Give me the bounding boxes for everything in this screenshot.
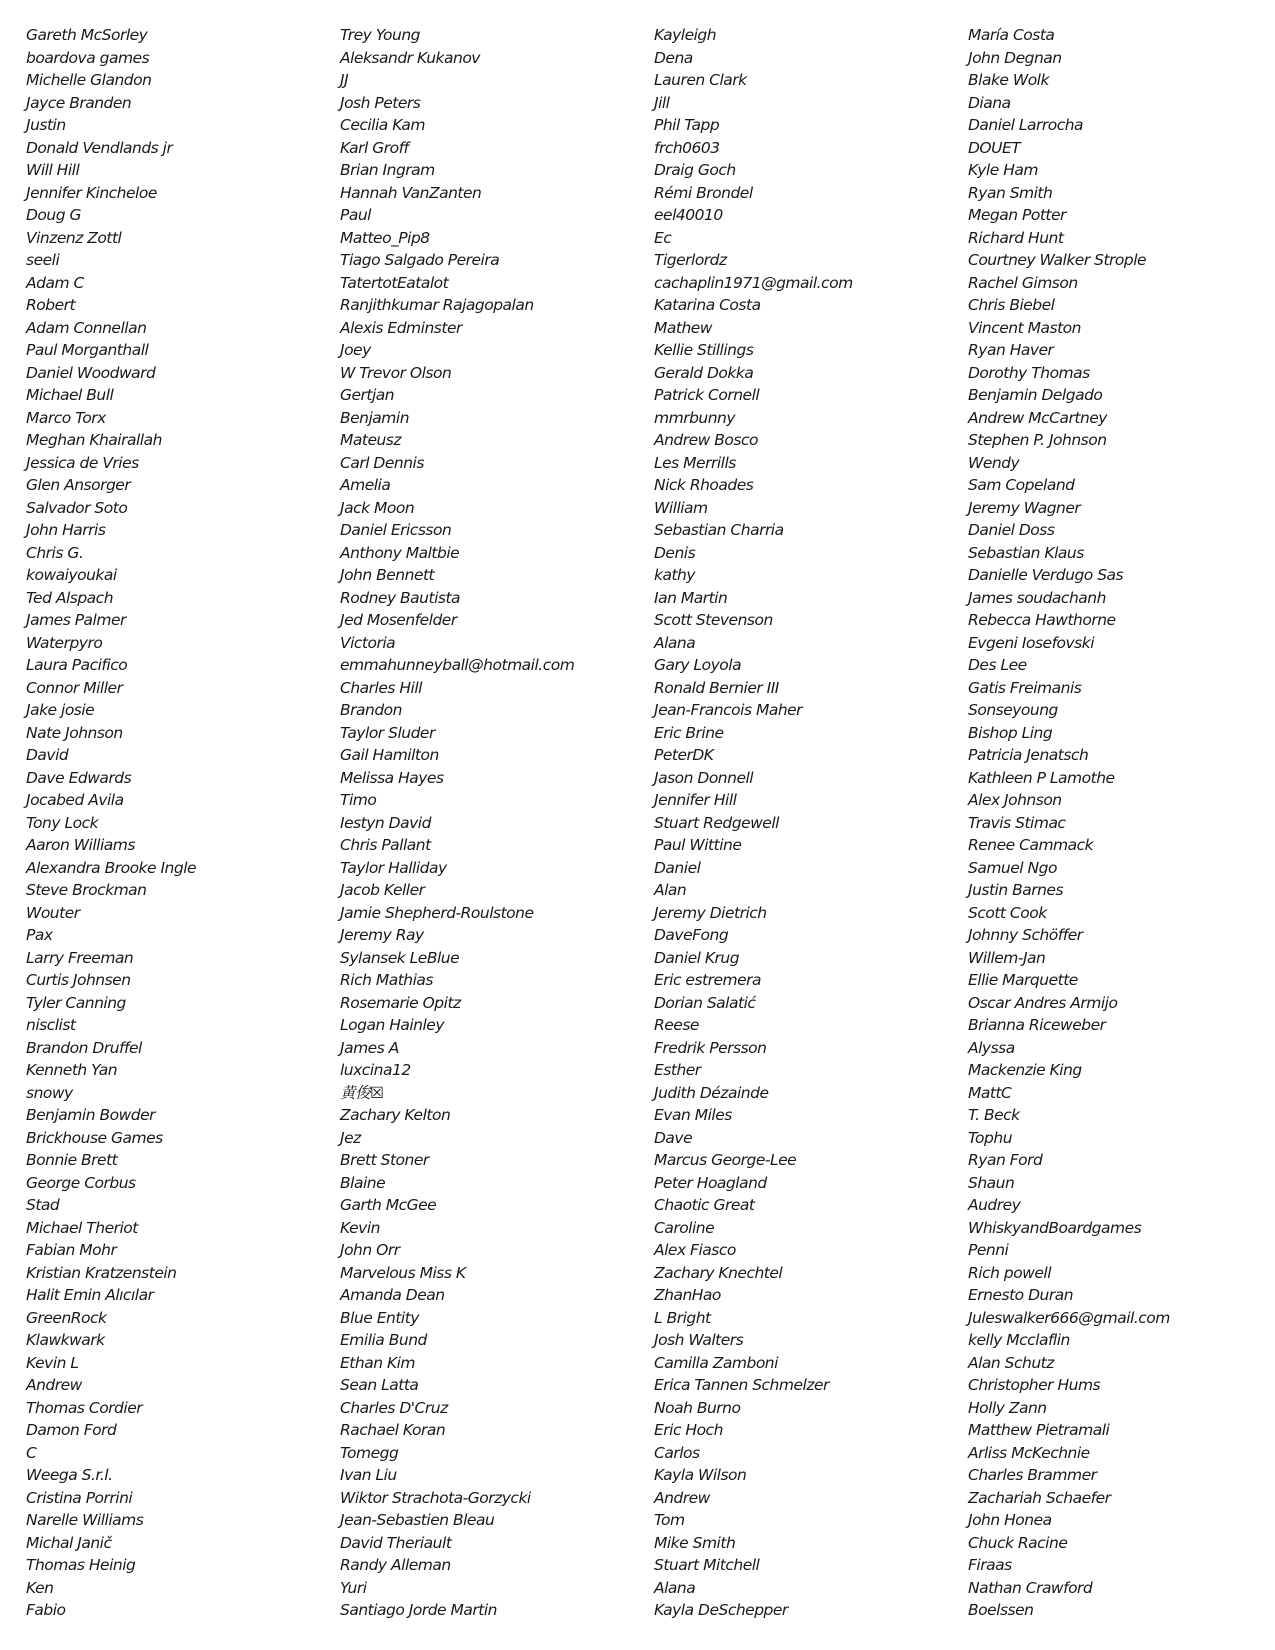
backer-name: Eric Brine [654, 723, 724, 742]
backer-name: Timo [340, 791, 377, 809]
backer-name: Aaron Williams [26, 836, 135, 854]
backer-name: Yuri [340, 1578, 367, 1597]
backer-name: Sebastian Klaus [968, 543, 1084, 562]
backer-name: Jennifer Hill [654, 791, 737, 809]
backer-name: Rebecca Hawthorne [968, 611, 1116, 629]
backer-name: Alan [654, 881, 687, 899]
backer-name: Stuart Redgewell [654, 813, 779, 832]
backer-name: Zachary Kelton [340, 1106, 451, 1124]
backer-name: Firaas [968, 1556, 1012, 1574]
backer-name: eel40010 [654, 206, 723, 224]
backer-name: Andrew [654, 1488, 710, 1507]
backer-name: Rich Mathias [340, 971, 434, 989]
backer-name: Glen Ansorger [26, 476, 131, 494]
backer-name: MattC [968, 1083, 1012, 1102]
backer-name: Alexis Edminster [340, 318, 462, 337]
backer-name: Willem-Jan [968, 948, 1046, 967]
backer-name: Tigerlordz [654, 251, 727, 269]
backer-name: Stephen P. Johnson [968, 431, 1107, 449]
backer-name: Kayla Wilson [654, 1466, 747, 1484]
backer-name: Ryan Smith [968, 183, 1053, 202]
backer-name: Gatis Freimanis [968, 678, 1082, 697]
backer-name: Garth McGee [340, 1196, 437, 1214]
backer-name: Melissa Hayes [340, 768, 444, 787]
backer-name: Jamie Shepherd-Roulstone [340, 903, 534, 922]
backer-name: William [654, 498, 708, 517]
backer-name: Santiago Jorde Martin [340, 1601, 497, 1619]
backer-name: Jack Moon [340, 498, 415, 517]
backer-name: Weega S.r.l. [26, 1466, 113, 1484]
backer-name: Scott Cook [968, 903, 1047, 922]
backer-name: Ryan Ford [968, 1151, 1043, 1169]
backer-name: 黄俊☒ [340, 1083, 384, 1102]
backer-name: Johnny Schöffer [968, 926, 1083, 944]
backer-name: Ted Alspach [26, 588, 114, 607]
backer-name: Kathleen P Lamothe [968, 768, 1115, 787]
backer-name: Dave Edwards [26, 768, 132, 787]
backer-name: Taylor Halliday [340, 858, 447, 877]
backer-name: Katarina Costa [654, 296, 761, 314]
backer-name: Kenneth Yan [26, 1061, 118, 1079]
backer-name: Jake josie [26, 701, 95, 719]
backer-name: Salvador Soto [26, 498, 128, 517]
backer-name: kathy [654, 566, 696, 584]
backer-name: María Costa [968, 26, 1055, 44]
backer-name: cachaplin1971@gmail.com [654, 273, 853, 292]
backer-name: Charles Hill [340, 678, 422, 697]
backer-name: L Bright [654, 1308, 711, 1327]
backer-name: Ivan Liu [340, 1466, 397, 1484]
backer-name: Arliss McKechnie [968, 1443, 1090, 1462]
backer-name: Randy Alleman [340, 1556, 451, 1574]
backer-name: Mateusz [340, 431, 402, 449]
backer-name: Jayce Branden [26, 93, 132, 112]
backer-name: Caroline [654, 1218, 715, 1237]
backer-name: Penni [968, 1241, 1009, 1259]
backer-name: Daniel Larrocha [968, 116, 1084, 134]
backer-name: Peter Hoagland [654, 1173, 767, 1192]
backer-name: Rachel Gimson [968, 273, 1078, 292]
backer-name: Wendy [968, 453, 1020, 472]
backer-name: Evgeni Iosefovski [968, 633, 1095, 652]
backer-name: Christopher Hums [968, 1376, 1101, 1394]
backer-name: Ian Martin [654, 588, 728, 607]
backer-name: DaveFong [654, 926, 729, 944]
backer-name: Tony Lock [26, 813, 99, 832]
backer-name: WhiskyandBoardgames [968, 1218, 1142, 1237]
backer-name: Rémi Brondel [654, 183, 753, 202]
backer-name: Michal Janič [26, 1533, 112, 1552]
backer-name: Tomegg [340, 1443, 399, 1462]
backer-name: Thomas Cordier [26, 1398, 143, 1417]
backer-name: Ken [26, 1578, 54, 1597]
backer-name: Rodney Bautista [340, 588, 461, 607]
backer-name: DOUET [968, 138, 1021, 157]
backer-name: Nathan Crawford [968, 1578, 1093, 1597]
backer-name: Fabian Mohr [26, 1241, 117, 1259]
backer-name: John Orr [340, 1241, 400, 1259]
backer-name: Logan Hainley [340, 1016, 445, 1034]
backer-name: Jeremy Wagner [968, 498, 1081, 517]
backer-name: Gareth McSorley [26, 26, 148, 44]
names-column-1 [26, 24, 326, 1622]
backer-name: Cristina Porrini [26, 1488, 133, 1507]
backer-name: Evan Miles [654, 1106, 732, 1124]
backer-name: Will Hill [26, 161, 80, 179]
backer-name: Ryan Haver [968, 341, 1054, 359]
backer-name: Gerald Dokka [654, 363, 754, 382]
backer-name: Pax [26, 926, 53, 944]
backer-name: Charles D'Cruz [340, 1398, 448, 1417]
backer-name: John Honea [968, 1511, 1052, 1529]
backer-name: Connor Miller [26, 678, 123, 697]
backer-name: Kevin L [26, 1353, 79, 1372]
backer-name: Alana [654, 633, 696, 652]
backer-name: kowaiyoukai [26, 566, 117, 584]
backer-name: Donald Vendlands jr [26, 138, 173, 157]
backer-name: Larry Freeman [26, 948, 134, 967]
backer-name: Les Merrills [654, 453, 736, 472]
backer-name: Benjamin Bowder [26, 1106, 155, 1124]
backer-name: Andrew Bosco [654, 431, 758, 449]
backer-name: George Corbus [26, 1173, 136, 1192]
backer-name: Joey [340, 341, 371, 359]
backer-name: Josh Walters [654, 1331, 744, 1349]
backer-name: Bishop Ling [968, 723, 1053, 742]
backer-name: Alana [654, 1578, 696, 1597]
backer-name: Ranjithkumar Rajagopalan [340, 296, 534, 314]
backer-name: Rosemarie Opitz [340, 993, 461, 1012]
backer-name: John Degnan [968, 48, 1062, 67]
backer-name: Meghan Khairallah [26, 431, 162, 449]
backer-name: Sam Copeland [968, 476, 1075, 494]
backer-name: Jessica de Vries [26, 453, 139, 472]
backer-name: Jocabed Avila [26, 791, 124, 809]
backer-name: Daniel Krug [654, 948, 740, 967]
backer-name: Justin Barnes [968, 881, 1064, 899]
backer-name: Kayleigh [654, 26, 717, 44]
backer-name: Nate Johnson [26, 723, 123, 742]
backer-name: Kellie Stillings [654, 341, 754, 359]
backer-name: Mathew [654, 318, 712, 337]
backer-name: Holly Zann [968, 1398, 1047, 1417]
backer-name: Erica Tannen Schmelzer [654, 1376, 829, 1394]
backer-name: Benjamin Delgado [968, 386, 1103, 404]
backer-name: Ernesto Duran [968, 1286, 1074, 1304]
backer-name: Patricia Jenatsch [968, 746, 1089, 764]
backer-name: Anthony Maltbie [340, 543, 460, 562]
backer-name: Jed Mosenfelder [340, 611, 457, 629]
backer-name: Juleswalker666@gmail.com [968, 1308, 1170, 1327]
backer-name: Jean-Francois Maher [654, 701, 803, 719]
backer-name: Alex Johnson [968, 791, 1062, 809]
backer-name: Aleksandr Kukanov [340, 48, 480, 67]
backer-name: Karl Groff [340, 138, 409, 157]
backer-name: Gail Hamilton [340, 746, 439, 764]
backer-name: Doug G [26, 206, 82, 224]
backer-name: Carlos [654, 1443, 700, 1462]
backer-name: PeterDK [654, 746, 714, 764]
backer-name: Sonseyoung [968, 701, 1058, 719]
backer-name: T. Beck [968, 1106, 1020, 1124]
backer-name: Esther [654, 1061, 701, 1079]
backer-name: Patrick Cornell [654, 386, 760, 404]
backer-name: Mike Smith [654, 1533, 736, 1552]
backer-name: Tiago Salgado Pereira [340, 251, 500, 269]
backer-name: Brianna Riceweber [968, 1016, 1106, 1034]
backer-name: nisclist [26, 1016, 76, 1034]
backer-name: Vincent Maston [968, 318, 1081, 337]
backer-name: Tophu [968, 1128, 1013, 1147]
backer-name: Gary Loyola [654, 656, 742, 674]
backer-name: Renee Cammack [968, 836, 1094, 854]
backer-name: Fredrik Persson [654, 1038, 767, 1057]
backer-name: Tyler Canning [26, 993, 126, 1012]
backer-name: Marco Torx [26, 408, 106, 427]
backer-name: Courtney Walker Strople [968, 251, 1147, 269]
backer-name: Daniel Doss [968, 521, 1055, 539]
backer-name: Alex Fiasco [654, 1241, 736, 1259]
backer-name: Stuart Mitchell [654, 1556, 760, 1574]
backer-name: Andrew McCartney [968, 408, 1107, 427]
backer-name: Andrew [26, 1376, 82, 1394]
backer-name: Matthew Pietramali [968, 1421, 1110, 1439]
backer-name: Kristian Kratzenstein [26, 1263, 177, 1282]
backer-name: Jeremy Ray [340, 926, 424, 944]
backer-name: Rachael Koran [340, 1421, 446, 1439]
backer-name: Fabio [26, 1601, 66, 1619]
backer-name: Wouter [26, 903, 80, 922]
backer-name: Dena [654, 48, 693, 67]
backer-name: Chaotic Great [654, 1196, 755, 1214]
backer-name: Shaun [968, 1173, 1015, 1192]
backer-name: Oscar Andres Armijo [968, 993, 1118, 1012]
backer-name: David [26, 746, 69, 764]
backer-name: Carl Dennis [340, 453, 424, 472]
backer-name: C [26, 1443, 37, 1462]
backer-name: Samuel Ngo [968, 858, 1057, 877]
backer-name: Ethan Kim [340, 1353, 416, 1372]
backer-name: Jeremy Dietrich [654, 903, 767, 922]
backer-name: Trey Young [340, 26, 421, 44]
backer-name: Brandon [340, 701, 402, 719]
backer-name: Blaine [340, 1173, 386, 1192]
backer-name: Adam C [26, 273, 84, 292]
backer-name: luxcina12 [340, 1061, 411, 1079]
backer-name: frch0603 [654, 138, 720, 157]
backer-name: JJ [340, 71, 349, 89]
backer-name: Marcus George-Lee [654, 1151, 797, 1169]
backer-name: Sylansek LeBlue [340, 948, 460, 967]
backer-name: Paul [340, 206, 371, 224]
backer-name: Kevin [340, 1218, 380, 1237]
backer-name: Phil Tapp [654, 116, 720, 134]
backer-name: Chris G. [26, 543, 84, 562]
backer-name: Charles Brammer [968, 1466, 1097, 1484]
backer-name: Paul Morganthall [26, 341, 149, 359]
backer-name: Marvelous Miss K [340, 1263, 466, 1282]
backer-name: Travis Stimac [968, 813, 1066, 832]
backer-name: Denis [654, 543, 696, 562]
backer-name: Brian Ingram [340, 161, 435, 179]
backer-name: Hannah VanZanten [340, 183, 482, 202]
backer-name: Robert [26, 296, 76, 314]
backer-name: Dave [654, 1128, 693, 1147]
backer-name: Justin [26, 116, 66, 134]
backer-name: Jennifer Kincheloe [26, 183, 157, 202]
backer-name: TatertotEatalot [340, 273, 449, 292]
backer-name: Kayla DeSchepper [654, 1601, 788, 1619]
backer-name: Mackenzie King [968, 1061, 1082, 1079]
backer-name: Jez [340, 1128, 361, 1147]
backer-name: Thomas Heinig [26, 1556, 136, 1574]
backer-name: Judith Dézainde [654, 1083, 769, 1102]
backer-name: Matteo_Pip8 [340, 228, 430, 247]
names-column-3 [654, 24, 954, 1622]
backer-name: James Palmer [26, 611, 126, 629]
backer-name: Dorian Salatić [654, 993, 756, 1012]
backer-name: Nick Rhoades [654, 476, 754, 494]
backer-name: Eric Hoch [654, 1421, 723, 1439]
names-column-2 [340, 24, 640, 1622]
backer-name: Jean-Sebastien Bleau [340, 1511, 495, 1529]
backer-name: Halit Emin Alıcılar [26, 1286, 154, 1304]
backer-name: Sebastian Charria [654, 521, 784, 539]
backer-name: Daniel Woodward [26, 363, 156, 382]
backer-name: W Trevor Olson [340, 363, 452, 382]
backer-name: Iestyn David [340, 813, 431, 832]
backer-name: Reese [654, 1016, 699, 1034]
backer-name: Dorothy Thomas [968, 363, 1090, 382]
backer-name: Jill [654, 93, 670, 112]
backer-name: Camilla Zamboni [654, 1353, 778, 1372]
backer-name: Kyle Ham [968, 161, 1038, 179]
backer-name: Brett Stoner [340, 1151, 429, 1169]
backer-name: Jacob Keller [340, 881, 425, 899]
backer-name: Jason Donnell [654, 768, 754, 787]
backer-name: Blue Entity [340, 1308, 419, 1327]
backer-name: Lauren Clark [654, 71, 747, 89]
backer-name: GreenRock [26, 1308, 107, 1327]
backer-name: Cecilia Kam [340, 116, 425, 134]
backer-name: John Harris [26, 521, 106, 539]
backer-name: emmahunneyball@hotmail.com [340, 656, 575, 674]
names-column-4 [968, 24, 1268, 1622]
backer-name: snowy [26, 1083, 73, 1102]
backer-name: Damon Ford [26, 1421, 117, 1439]
backer-name: Amanda Dean [340, 1286, 445, 1304]
backer-name: Curtis Johnsen [26, 971, 131, 989]
backer-name: Boelssen [968, 1601, 1034, 1619]
backer-name: Michelle Glandon [26, 71, 152, 89]
backer-name: Chris Biebel [968, 296, 1055, 314]
backer-name: mmrbunny [654, 408, 736, 427]
backer-name: Vinzenz Zottl [26, 228, 122, 247]
backer-name: Zachary Knechtel [654, 1263, 783, 1282]
backer-name: Ec [654, 228, 672, 247]
backer-name: ZhanHao [654, 1286, 721, 1304]
backer-name: James A [340, 1038, 399, 1057]
backer-name: seeli [26, 251, 60, 269]
backer-name: Danielle Verdugo Sas [968, 566, 1124, 584]
backer-name: Brickhouse Games [26, 1128, 163, 1147]
backer-name: Josh Peters [340, 93, 421, 112]
backer-name: James soudachanh [968, 588, 1106, 607]
backer-name: Adam Connellan [26, 318, 147, 337]
backer-name: Amelia [340, 476, 391, 494]
backer-name: Eric estremera [654, 971, 762, 989]
backer-name: Audrey [968, 1196, 1021, 1214]
backer-name: Zachariah Schaefer [968, 1488, 1111, 1507]
backer-name: Narelle Williams [26, 1511, 144, 1529]
backer-name: Brandon Druffel [26, 1038, 142, 1057]
backer-name: Wiktor Strachota-Gorzycki [340, 1488, 531, 1507]
backer-name: Alan Schutz [968, 1353, 1054, 1372]
backer-name: Daniel [654, 858, 701, 877]
backer-name: Michael Theriot [26, 1218, 138, 1237]
backer-name: Bonnie Brett [26, 1151, 118, 1169]
backer-name: Paul Wittine [654, 836, 742, 854]
backer-name: Ronald Bernier III [654, 678, 779, 697]
backer-name: Daniel Ericsson [340, 521, 452, 539]
backer-name: Draig Goch [654, 161, 736, 179]
backer-name: Megan Potter [968, 206, 1066, 224]
backer-name: Noah Burno [654, 1398, 741, 1417]
backer-name: Chris Pallant [340, 836, 431, 854]
backer-name: Stad [26, 1196, 60, 1214]
backer-name: Emilia Bund [340, 1331, 427, 1349]
backer-name: John Bennett [340, 566, 435, 584]
backer-name: Alexandra Brooke Ingle [26, 858, 197, 877]
backer-name: Chuck Racine [968, 1533, 1068, 1552]
backer-name: Diana [968, 93, 1011, 112]
backer-name: Rich powell [968, 1263, 1051, 1282]
backer-name: Gertjan [340, 386, 395, 404]
backer-name: Richard Hunt [968, 228, 1064, 247]
backer-name: Victoria [340, 633, 396, 652]
backer-name: Taylor Sluder [340, 723, 435, 742]
backer-name: Blake Wolk [968, 71, 1049, 89]
backer-name: Klawkwark [26, 1331, 105, 1349]
backer-name: Ellie Marquette [968, 971, 1078, 989]
backer-name: boardova games [26, 48, 150, 67]
backer-name: Laura Pacifico [26, 656, 128, 674]
backer-name: Michael Bull [26, 386, 114, 404]
backer-name: Sean Latta [340, 1376, 419, 1394]
backer-name: David Theriault [340, 1533, 452, 1552]
backer-name: Waterpyro [26, 633, 103, 652]
backer-name: Scott Stevenson [654, 611, 773, 629]
backer-name: Benjamin [340, 408, 410, 427]
backer-name: Des Lee [968, 656, 1027, 674]
backer-name: kelly Mcclaflin [968, 1331, 1070, 1349]
backer-name: Tom [654, 1511, 685, 1529]
backer-name: Alyssa [968, 1038, 1015, 1057]
backer-name: Steve Brockman [26, 881, 147, 899]
